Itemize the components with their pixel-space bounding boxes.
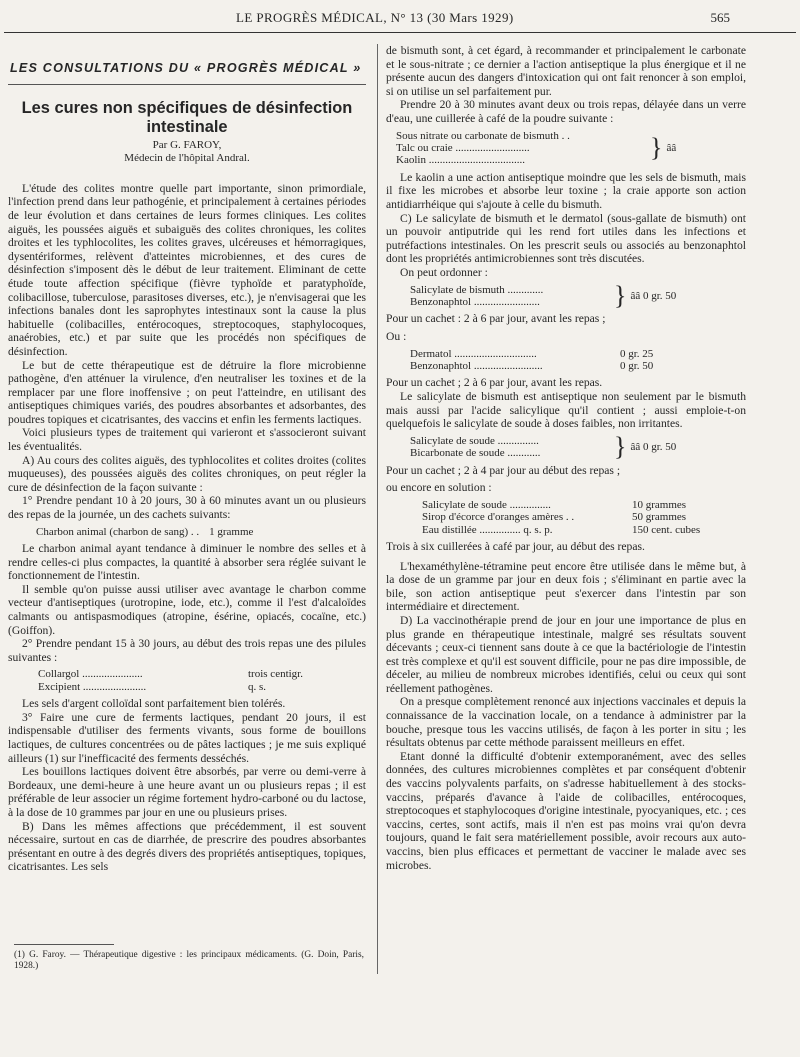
author-affiliation: Médecin de l'hôpital Andral. bbox=[124, 152, 250, 165]
ingredient: Dermatol .............................. bbox=[410, 347, 537, 360]
paragraph: On a presque complètement renoncé aux injections vaccinales et depuis la connaissance de la vaccination locale, on a tendance à administrer par la bouche, presque tous les vaccins utilisés, de façon à les porter in situ ; les résultats obtenus par cette méthode paraissent meilleurs en effet. bbox=[386, 695, 746, 750]
footnote: (1) G. Faroy. — Thérapeutique digestive : les principaux médicaments. (G. Doin, Paris, 1928.) bbox=[14, 950, 364, 971]
prescription-row bbox=[410, 360, 746, 372]
running-header bbox=[0, 10, 800, 30]
ingredient: Excipient ....................... bbox=[38, 680, 147, 693]
ingredient: Salicylate de soude ............... bbox=[422, 498, 551, 511]
paragraph: Ou : bbox=[386, 329, 407, 343]
prescription-row bbox=[38, 681, 366, 693]
paragraph: L'hexaméthylène-tétramine peut encore être utilisée dans le même but, à la dose de un gramme par jour en deux fois ; s'éliminant en partie avec la bile, son action antiseptique peut s'exercer dans l'intestin par son intermédiaire et directement. bbox=[386, 559, 746, 614]
ingredient: Charbon animal (charbon de sang) . . bbox=[36, 525, 200, 538]
ingredient: Salicylate de soude ............... bbox=[410, 434, 539, 447]
dose: 150 cent. cubes bbox=[632, 523, 701, 536]
ingredient: Benzonaphtol ......................... bbox=[410, 359, 543, 372]
page-number: 565 bbox=[710, 10, 730, 25]
header-rule bbox=[4, 32, 796, 33]
ingredient-list bbox=[396, 130, 646, 167]
prescription bbox=[386, 280, 746, 310]
paragraph: A) Au cours des colites aiguës, des typhlocolites et colites droites (colites muqueuses), des poussées aiguës des colites chroniques, on peut régler la cure de désinfection de la façon suivante : bbox=[8, 453, 366, 494]
ingredient: Sous nitrate ou carbonate de bismuth . . bbox=[396, 129, 570, 142]
paragraph: Il semble qu'on puisse aussi utiliser avec avantage le charbon comme vecteur d'antiseptiques (urotropine, iode, etc.), comme il l'est d'alcaloïdes calmants ou antispasmodiques (atropine, ésérine, opiacés, cocaïne, etc.) (Goiffon). bbox=[8, 582, 366, 637]
ingredient: Collargol ...................... bbox=[38, 668, 143, 681]
paragraph: Pour un cachet ; 2 à 4 par jour au début des repas ; bbox=[386, 463, 621, 477]
paragraph: Le but de cette thérapeutique est de détruire la flore microbienne pathogène, d'en atténuer la virulence, d'en neutraliser les toxines et de la remplacer par une flore inoffensive ; on peut l'atteindre, en utilisant des antiseptiques chimiques variés, des poudres absorbantes et adsorbantes, des poudres topiques et cicatrisantes, des vaccins et enfin les ferments lactiques. bbox=[8, 358, 366, 426]
paragraph: C) Le salicylate de bismuth et le dermatol (sous-gallate de bismuth) ont un pouvoir antiputride qui les rend fort utiles dans les infections et putréfactions intestinales. On les prescrit seuls ou associés au benzonaphtol dont les propriétés antimicrobiennes sont très discutées. bbox=[386, 211, 746, 266]
prescription bbox=[386, 499, 746, 536]
paragraph: Voici plusieurs types de traitement qui varieront et s'associeront suivant les éventualités. bbox=[8, 426, 366, 454]
prescription bbox=[8, 668, 366, 693]
prescription-row bbox=[422, 499, 746, 511]
ingredient: Bicarbonate de soude ............ bbox=[410, 447, 541, 460]
article-title: Les cures non spécifiques de désinfection intestinale bbox=[21, 98, 353, 136]
prescription-row bbox=[422, 511, 746, 523]
paragraph: Les bouillons lactiques doivent être absorbés, par verre ou demi-verre à Bordeaux, une demi-heure à une heure avant un ou plusieurs repas ; il est préférable de leur associer un régime fortement hydro-carboné ou du lactose, à la dose de 10 grammes par jour en une ou plusieurs prises. bbox=[8, 765, 366, 819]
prescription-row bbox=[410, 348, 746, 360]
paragraph: Le charbon animal ayant tendance à diminuer le nombre des selles et à rendre celles-ci plus compactes, la quantité à absorber sera réglée suivant le fonctionnement de l'intestin. bbox=[8, 542, 366, 583]
dose: 10 grammes bbox=[632, 498, 687, 511]
ingredient-list bbox=[410, 284, 610, 309]
paragraph: B) Dans les mêmes affections que précédemment, il est souvent nécessaire, surtout en cas de diarrhée, de prescrire des poudres absorbantes présentant en outre à des degrés divers des propriétés antiseptiques, topiques, cicatrisantes. Les sels bbox=[8, 819, 367, 874]
dose: 0 gr. 25 bbox=[620, 347, 654, 360]
dose: ââ 0 gr. 50 bbox=[630, 289, 677, 302]
brace: } bbox=[650, 133, 663, 163]
dose: ââ 0 gr. 50 bbox=[630, 440, 677, 453]
ingredient: Kaolin ................................... bbox=[396, 154, 525, 167]
left-column bbox=[8, 62, 366, 874]
paragraph: Le salicylate de bismuth est antiseptique non seulement par le bismuth mais aussi par l'acide salicylique qu'il contient ; aussi emploie-t-on quelquefois le salicylate de soude à doses faibles, non irritantes. bbox=[386, 389, 746, 431]
paragraph: L'étude des colites montre quelle part importante, sinon primordiale, l'infection prend dans leur pathogénie, et principalement à certaines périodes de leur évolution et dans certaines de leurs formes cliniques. Les colites aiguës, les poussées aiguës et subaiguës des colites chroniques, les colites droites et les typhlocolites, les colites graves, ulcéreuses et hémorragiques, dysentériformes, relèvent d'atteintes microbiennes, et des cures de désinfection s'imposent dès le début de leur traitement. Eliminant de cette étude toute affection spécifique (fièvre typhoïde et paratyphoïde, colibacillose, tuberculose, parasitoses diverses, etc.), je n'envisagerai que les infections banales dont les saprophytes intestinaux sont la cause la plus habituelle (colibacilles, entérocoques, streptocoques, staphylocoques, anaérobies, etc.) et par suite que les procédés non spécifiques de désinfection. bbox=[8, 181, 366, 358]
paragraph: D) La vaccinothérapie prend de jour en jour une importance de plus en plus grande en thérapeutique intestinale, malgré ses résultats souvent décevants ; ceux-ci tiennent sans doute à ce que la bactériologie de l'intestin est très complexe et qu'il est souvent difficile, pour ne pas dire impossible, de déceler, au milieu de nombreux microbes identifiés, celui ou ceux qui sont réellement pathogènes. bbox=[386, 613, 746, 695]
paragraph: 2° Prendre pendant 15 à 30 jours, au début des trois repas une des pilules suivantes : bbox=[8, 637, 366, 664]
article-byline: Par G. FAROY, bbox=[152, 138, 222, 151]
section-rubric: LES CONSULTATIONS DU « PROGRÈS MÉDICAL » bbox=[10, 61, 362, 75]
ingredient-list bbox=[410, 435, 610, 460]
paragraph: Prendre 20 à 30 minutes avant deux ou trois repas, délayée dans un verre d'eau, une cuillerée à café de la poudre suivante : bbox=[386, 98, 746, 125]
dose: 50 grammes bbox=[632, 511, 687, 524]
dose: 0 gr. 50 bbox=[620, 359, 654, 372]
paragraph: Pour un cachet : 2 à 6 par jour, avant les repas ; bbox=[386, 312, 606, 326]
ingredient: Talc ou craie ........................... bbox=[396, 141, 530, 154]
journal-title: LE PROGRÈS MÉDICAL, N° 13 (30 Mars 1929) bbox=[236, 10, 514, 25]
dose: q. s. bbox=[248, 680, 267, 693]
paragraph: Le kaolin a une action antiseptique moindre que les sels de bismuth, mais il fixe les microbes et absorbe leur toxine ; la craie apporte son action antidiarrhéique qui s'ajoute à celle du bismuth. bbox=[386, 170, 746, 211]
dose: trois centigr. bbox=[248, 668, 303, 681]
right-column bbox=[386, 44, 746, 872]
ingredient: Sirop d'écorce d'oranges amères . . bbox=[422, 511, 575, 524]
prescription-row bbox=[36, 526, 366, 538]
ingredient: Salicylate de bismuth ............. bbox=[410, 283, 544, 296]
brace: } bbox=[614, 280, 627, 310]
prescription bbox=[386, 432, 746, 462]
paragraph: de bismuth sont, à cet égard, à recommander et principalement le carbonate et le sous-nitrate ; ce dernier a l'action antiseptique la plus énergique et il ne présente aucun des dangers d'intoxication qui ont fait renoncer à son emploi, si on utilise un sel parfaitement pur. bbox=[386, 44, 746, 98]
paragraph: Les sels d'argent colloïdal sont parfaitement bien tolérés. bbox=[22, 697, 286, 711]
prescription bbox=[386, 130, 746, 167]
column-divider bbox=[377, 44, 378, 974]
ingredient: Eau distillée ............... q. s. p. bbox=[422, 523, 553, 536]
prescription-row bbox=[422, 524, 746, 536]
paragraph: Etant donné la difficulté d'obtenir extemporanément, avec des selles données, des cultures microbiennes complètes et par conséquent d'obtenir des vaccins polyvalents parfaits, on s'adresse habituellement à des stocks-vaccins, préparés d'avance à l'aide de colibacilles, entérocoques, streptocoques et staphylocoques d'origine intestinale, pyocyaniques, etc. ; ces vaccins, certes, sont actifs, mais il n'en est pas moins vrai qu'on devra toujours, quand le fait sera matériellement possible, avoir recours aux auto-vaccins, bien plus efficaces et permettant de vacciner le malade avec ses microbes. bbox=[386, 749, 746, 872]
paragraph: Trois à six cuillerées à café par jour, au début des repas. bbox=[386, 539, 645, 553]
prescription bbox=[386, 348, 746, 373]
paragraph: ou encore en solution : bbox=[386, 481, 492, 495]
paragraph: 1° Prendre pendant 10 à 20 jours, 30 à 60 minutes avant un ou plusieurs des repas de la journée, un des cachets suivants: bbox=[8, 494, 366, 522]
dose: 1 gramme bbox=[209, 525, 254, 538]
footnote-rule bbox=[14, 944, 114, 945]
paragraph: 3° Faire une cure de ferments lactiques, pendant 20 jours, il est indispensable d'utiliser des ferments vivants, sous forme de bouillons lactiques, de cultures concentrées ou de pâtes lactiques ; je me suis expliqué ailleurs (1) sur l'inefficacité des ferments desséchés. bbox=[8, 710, 366, 765]
ingredient: Benzonaphtol ........................ bbox=[410, 295, 540, 308]
prescription bbox=[8, 526, 366, 538]
prescription-row bbox=[38, 668, 366, 680]
rubric-rule bbox=[8, 84, 366, 85]
paragraph: Pour un cachet ; 2 à 6 par jour, avant les repas. bbox=[386, 376, 603, 390]
brace: } bbox=[614, 432, 627, 462]
paragraph: On peut ordonner : bbox=[400, 265, 488, 279]
dose: ââ bbox=[666, 141, 677, 154]
